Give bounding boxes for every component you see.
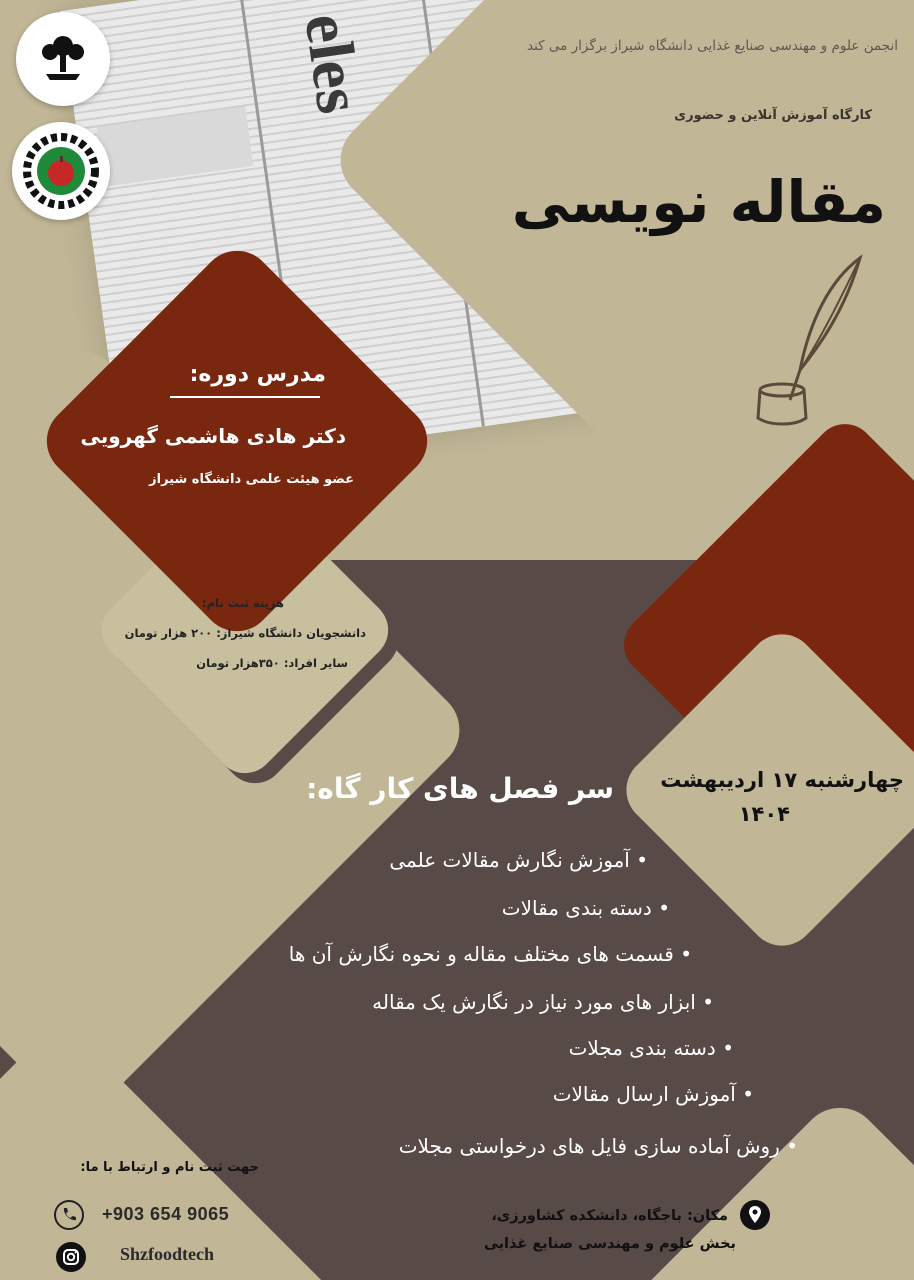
- organizer-text: انجمن علوم و مهندسی صنایع غذایی دانشگاه شیراز برگزار می کند: [527, 38, 898, 54]
- instructor-affiliation: عضو هیئت علمی دانشگاه شیراز: [149, 472, 354, 487]
- fees-students: دانشجویان دانشگاه شیراز: ۲۰۰ هزار تومان: [124, 626, 366, 640]
- syllabus-item: • دسته بندی مقالات: [501, 896, 670, 920]
- syllabus-item: • قسمت های مختلف مقاله و نحوه نگارش آن ها: [288, 942, 692, 966]
- quill-inkwell-icon: [740, 250, 880, 430]
- newspaper-headline: eles: [291, 9, 376, 118]
- association-logo: [12, 122, 110, 220]
- syllabus-item-text: روش آماده سازی فایل های درخواستی مجلات: [398, 1134, 780, 1158]
- syllabus-item-text: دسته بندی مجلات: [568, 1036, 716, 1060]
- syllabus-item: • دسته بندی مجلات: [568, 1036, 734, 1060]
- date-line2: ۱۴۰۴: [738, 802, 790, 826]
- university-emblem-icon: [16, 12, 110, 106]
- syllabus-item: • آموزش نگارش مقالات علمی: [389, 848, 648, 872]
- syllabus-item-text: دسته بندی مقالات: [501, 896, 652, 920]
- date-line1: چهارشنبه ۱۷ اردیبهشت: [660, 768, 904, 792]
- syllabus-item-text: آموزش ارسال مقالات: [552, 1082, 736, 1106]
- syllabus-item: • ابزار های مورد نیاز در نگارش یک مقاله: [372, 990, 714, 1014]
- syllabus-item: • آموزش ارسال مقالات: [552, 1082, 754, 1106]
- gear-apple-icon: [12, 122, 110, 220]
- instructor-heading: مدرس دوره:: [189, 362, 326, 387]
- instructor-heading-underline: [170, 396, 320, 398]
- fees-others: سایر افراد: ۳۵۰هزار تومان: [196, 656, 348, 670]
- fees-heading: هزینه ثبت نام:: [202, 596, 284, 610]
- contact-phone[interactable]: +903 654 9065: [102, 1204, 230, 1224]
- syllabus-item-text: آموزش نگارش مقالات علمی: [389, 848, 630, 872]
- phone-icon: [54, 1200, 84, 1230]
- syllabus-heading: سر فصل های کار گاه:: [306, 772, 614, 805]
- syllabus-item: • روش آماده سازی فایل های درخواستی مجلات: [398, 1134, 798, 1158]
- location-line2: بخش علوم و مهندسی صنایع غذایی: [483, 1236, 736, 1252]
- contact-heading: جهت ثبت نام و ارتباط با ما:: [80, 1160, 259, 1175]
- page-title: مقاله نویسی: [511, 168, 886, 236]
- contact-instagram[interactable]: Shzfoodtech: [120, 1244, 214, 1264]
- instructor-name: دکتر هادی هاشمی گهرویی: [80, 424, 346, 448]
- workshop-type-text: کارگاه آموزش آنلاین و حضوری: [674, 108, 872, 123]
- location-pin-icon: [740, 1200, 770, 1230]
- university-logo: [16, 12, 110, 106]
- instagram-icon: [56, 1242, 86, 1272]
- location-line1: مکان: باجگاه، دانشکده کشاورزی،: [491, 1208, 728, 1224]
- syllabus-item-text: قسمت های مختلف مقاله و نحوه نگارش آن ها: [288, 942, 674, 966]
- syllabus-item-text: ابزار های مورد نیاز در نگارش یک مقاله: [372, 990, 696, 1014]
